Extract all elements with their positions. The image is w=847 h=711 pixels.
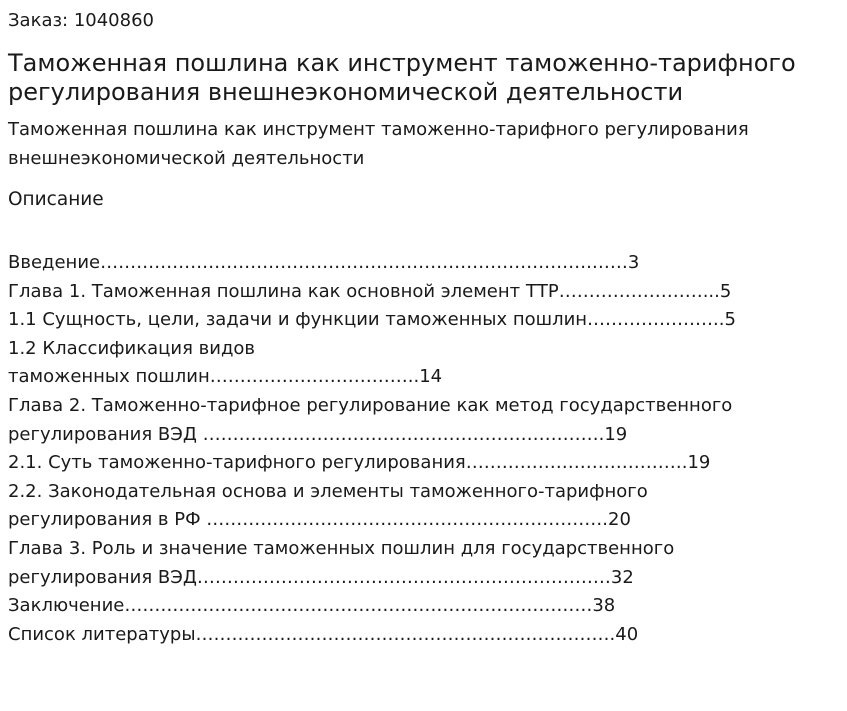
description-heading: Описание [8, 189, 104, 210]
toc-line: 1.2 Классификация видов [8, 337, 256, 359]
table-of-contents [8, 249, 736, 649]
page-title: Таможенная пошлина как инструмент таможенно-тарифного регулирования внешнеэкономической деятельности [8, 49, 796, 106]
toc-line: 1.1 Сущность, цели, задачи и функции таможенных пошлин…………………..5 [8, 309, 736, 331]
toc-line: регулирования ВЭД ………………………………………………………….19 [8, 423, 628, 445]
toc-line: Введение……………………………………………………………………….……3 [8, 252, 640, 273]
page-subtitle: Таможенная пошлина как инструмент таможенно-тарифного регулирования внешнеэкономической деятельности [8, 119, 749, 169]
toc-line: регулирования ВЭД……………………………………………………………32 [8, 566, 634, 588]
toc-line: таможенных пошлин……………………………..14 [8, 366, 443, 388]
toc-line: Заключение……………………………………………………………………38 [8, 595, 616, 617]
order-number: Заказ: 1040860 [8, 10, 154, 31]
toc-line: Глава 3. Роль и значение таможенных пошлин для государственного [8, 537, 675, 559]
toc-line: Глава 2. Таможенно-тарифное регулирование как метод государственного [8, 394, 733, 416]
toc-line: 2.2. Законодательная основа и элементы таможенного-тарифного [8, 480, 648, 502]
toc-line: 2.1. Суть таможенно-тарифного регулирования……………………………….19 [8, 452, 711, 474]
toc-line: Список литературы…………………………………………………………….40 [8, 623, 639, 645]
toc-line: Глава 1. Таможенная пошлина как основной элемент ТТР……………………...5 [8, 280, 732, 302]
toc-line: регулирования в РФ ………………………………………………………….20 [8, 509, 631, 531]
